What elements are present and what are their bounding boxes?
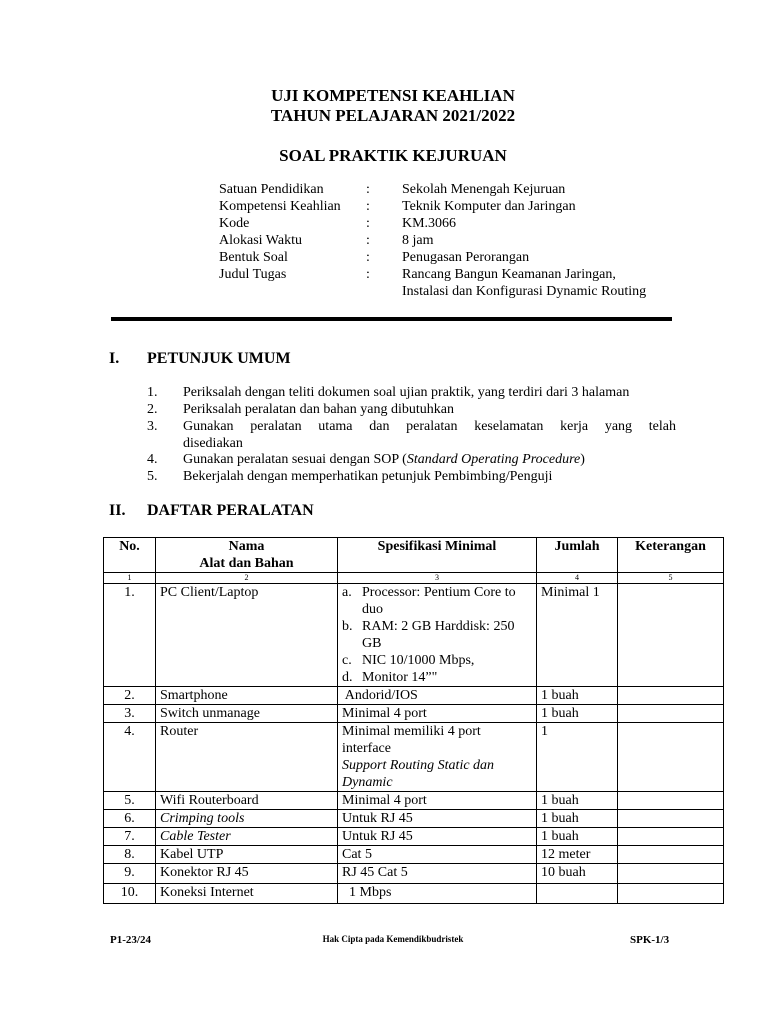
header-nama-line2: Alat dan Bahan xyxy=(199,556,294,571)
cell-spec: Minimal 4 port xyxy=(338,792,537,810)
cell-keterangan xyxy=(618,687,724,705)
info-value: Teknik Komputer dan Jaringan xyxy=(402,199,576,214)
section-title: DAFTAR PERALATAN xyxy=(147,502,314,519)
cell-jumlah: 12 meter xyxy=(537,846,618,864)
cell-no: 10. xyxy=(104,884,156,904)
equipment-table xyxy=(103,537,724,904)
cell-no: 9. xyxy=(104,864,156,884)
info-key: Bentuk Soal xyxy=(219,250,288,265)
cell-keterangan xyxy=(618,884,724,904)
info-colon: : xyxy=(366,216,370,231)
info-key: Satuan Pendidikan xyxy=(219,182,324,197)
spec-text-italic: Support Routing Static dan Dynamic xyxy=(342,758,495,790)
table-row xyxy=(104,792,724,810)
spec-text: Processor: Pentium Core to duo xyxy=(362,585,516,617)
section-title: PETUNJUK UMUM xyxy=(147,350,291,367)
spec-text: Monitor 14”" xyxy=(362,670,438,685)
exam-title: UJI KOMPETENSI KEAHLIAN xyxy=(271,86,515,105)
cell-keterangan xyxy=(618,810,724,828)
list-number: 3. xyxy=(147,419,158,434)
academic-year: TAHUN PELAJARAN 2021/2022 xyxy=(270,106,516,125)
cell-spec: Cat 5 xyxy=(338,846,537,864)
divider xyxy=(111,317,672,321)
list-number: 2. xyxy=(147,402,158,417)
spec-marker: b. xyxy=(342,619,353,634)
header-spec: Spesifikasi Minimal xyxy=(338,538,537,573)
cell-jumlah: 1 buah xyxy=(537,705,618,723)
cell-spec: 1 Mbps xyxy=(338,884,537,904)
cell-jumlah: 1 xyxy=(537,723,618,792)
info-colon: : xyxy=(366,233,370,248)
list-text-post: ) xyxy=(580,452,585,467)
info-key: Judul Tugas xyxy=(219,267,287,282)
cell-jumlah: Minimal 1 xyxy=(537,584,618,687)
cell-spec: Andorid/IOS xyxy=(338,687,537,705)
table-index-row xyxy=(104,573,724,584)
info-key: Kompetensi Keahlian xyxy=(219,199,341,214)
list-text: disediakan xyxy=(183,436,243,451)
list-text-pre: Gunakan peralatan sesuai dengan SOP ( xyxy=(183,452,407,467)
cell-no: 6. xyxy=(104,810,156,828)
table-row xyxy=(104,828,724,846)
spec-marker: a. xyxy=(342,585,352,600)
cell-keterangan xyxy=(618,723,724,792)
cell-no: 1. xyxy=(104,584,156,687)
table-row xyxy=(104,687,724,705)
cell-keterangan xyxy=(618,828,724,846)
footer-page-code: P1-23/24 xyxy=(110,934,151,946)
spec-item xyxy=(342,652,532,669)
table-header-row xyxy=(104,538,724,573)
spec-text: Minimal memiliki 4 port interface xyxy=(342,724,481,756)
cell-keterangan xyxy=(618,705,724,723)
list-text-italic: Standard Operating Procedure xyxy=(406,452,581,467)
info-colon: : xyxy=(366,182,370,197)
cell-no: 8. xyxy=(104,846,156,864)
info-value: Rancang Bangun Keamanan Jaringan, xyxy=(402,267,616,282)
spec-marker: d. xyxy=(342,670,353,685)
cell-nama: Kabel UTP xyxy=(156,846,338,864)
cell-nama: Smartphone xyxy=(156,687,338,705)
exam-subtitle: SOAL PRAKTIK KEJURUAN xyxy=(279,146,507,165)
header-nama xyxy=(156,538,338,573)
table-row xyxy=(104,723,724,792)
list-number: 1. xyxy=(147,385,158,400)
header-keterangan: Keterangan xyxy=(618,538,724,573)
table-row xyxy=(104,884,724,904)
list-number: 5. xyxy=(147,469,158,484)
index-cell: 2 xyxy=(156,573,338,584)
cell-keterangan xyxy=(618,864,724,884)
cell-nama: Switch unmanage xyxy=(156,705,338,723)
section-number: II. xyxy=(109,502,126,519)
cell-no: 2. xyxy=(104,687,156,705)
spec-text: RAM: 2 GB Harddisk: 250 GB xyxy=(362,619,515,651)
cell-nama: PC Client/Laptop xyxy=(156,584,338,687)
cell-keterangan xyxy=(618,584,724,687)
header-jumlah: Jumlah xyxy=(537,538,618,573)
spec-text: NIC 10/1000 Mbps, xyxy=(362,653,475,668)
cell-nama: Konektor RJ 45 xyxy=(156,864,338,884)
cell-spec xyxy=(338,723,537,792)
cell-spec: Untuk RJ 45 xyxy=(338,810,537,828)
cell-nama: Koneksi Internet xyxy=(156,884,338,904)
footer-page-number: SPK-1/3 xyxy=(630,934,670,946)
cell-jumlah: 1 buah xyxy=(537,828,618,846)
header-no: No. xyxy=(104,538,156,573)
table-row xyxy=(104,864,724,884)
info-value: Sekolah Menengah Kejuruan xyxy=(402,182,566,197)
cell-keterangan xyxy=(618,846,724,864)
cell-nama: Cable Tester xyxy=(156,828,338,846)
cell-spec: Minimal 4 port xyxy=(338,705,537,723)
list-text xyxy=(183,451,676,468)
spec-list xyxy=(342,584,532,686)
footer-copyright: Hak Cipta pada Kemendikbudristek xyxy=(322,934,464,944)
info-colon: : xyxy=(366,267,370,282)
cell-no: 3. xyxy=(104,705,156,723)
cell-nama: Router xyxy=(156,723,338,792)
index-cell: 3 xyxy=(338,573,537,584)
cell-keterangan xyxy=(618,792,724,810)
spec-item xyxy=(342,669,532,686)
table-row xyxy=(104,584,724,687)
spec-marker: c. xyxy=(342,653,352,668)
list-text: Periksalah dengan teliti dokumen soal ujian praktik, yang terdiri dari 3 halaman xyxy=(183,385,630,400)
table-row xyxy=(104,846,724,864)
cell-jumlah: 1 buah xyxy=(537,792,618,810)
list-number: 4. xyxy=(147,452,158,467)
spec-item xyxy=(342,584,532,618)
info-key: Alokasi Waktu xyxy=(219,233,302,248)
cell-jumlah: 1 buah xyxy=(537,810,618,828)
info-colon: : xyxy=(366,250,370,265)
cell-no: 7. xyxy=(104,828,156,846)
table-row xyxy=(104,705,724,723)
list-text: Bekerjalah dengan memperhatikan petunjuk Pembimbing/Penguji xyxy=(183,469,553,484)
cell-spec: Untuk RJ 45 xyxy=(338,828,537,846)
cell-nama: Wifi Routerboard xyxy=(156,792,338,810)
list-text: Periksalah peralatan dan bahan yang dibutuhkan xyxy=(183,402,454,417)
cell-spec xyxy=(338,584,537,687)
header-nama-line1: Nama xyxy=(228,539,265,554)
cell-jumlah xyxy=(537,884,618,904)
cell-jumlah: 10 buah xyxy=(537,864,618,884)
list-text: Gunakan peralatan utama dan peralatan keselamatan kerja yang telah xyxy=(183,419,676,434)
table-row xyxy=(104,810,724,828)
info-key: Kode xyxy=(219,216,250,231)
section-number: I. xyxy=(109,350,120,367)
cell-no: 5. xyxy=(104,792,156,810)
info-value: KM.3066 xyxy=(402,216,457,231)
info-colon: : xyxy=(366,199,370,214)
info-value: 8 jam xyxy=(402,233,434,248)
index-cell: 1 xyxy=(104,573,156,584)
index-cell: 5 xyxy=(618,573,724,584)
info-value: Instalasi dan Konfigurasi Dynamic Routing xyxy=(402,284,647,299)
cell-nama: Crimping tools xyxy=(156,810,338,828)
index-cell: 4 xyxy=(537,573,618,584)
spec-item xyxy=(342,618,532,652)
cell-no: 4. xyxy=(104,723,156,792)
cell-spec: RJ 45 Cat 5 xyxy=(338,864,537,884)
cell-jumlah: 1 buah xyxy=(537,687,618,705)
info-value: Penugasan Perorangan xyxy=(402,250,530,265)
